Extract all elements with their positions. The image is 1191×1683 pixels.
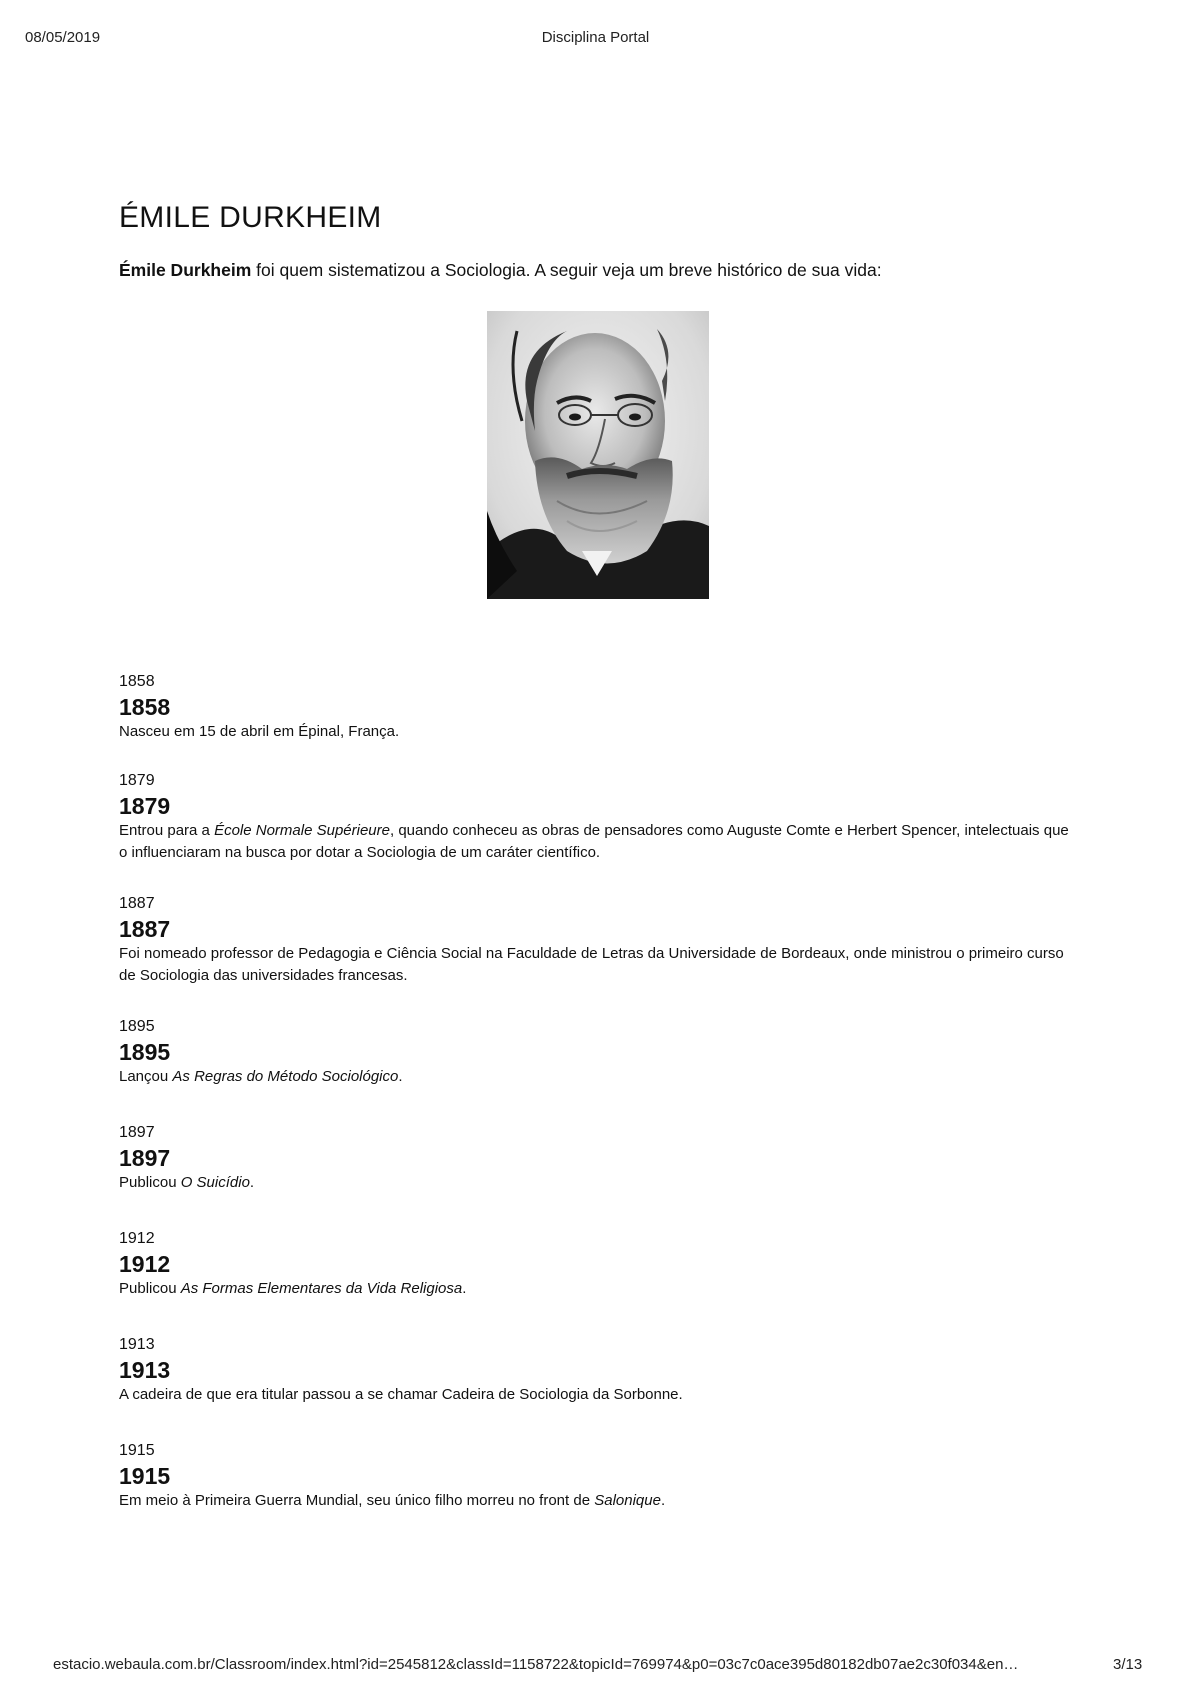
- portrait-photo: [487, 311, 709, 599]
- entry-text-part: .: [462, 1280, 467, 1297]
- entry-text-italic: Salonique: [594, 1492, 661, 1509]
- entry-year-label: 1887: [119, 895, 155, 912]
- entry-description: [119, 1278, 1079, 1300]
- entry-text-part: Lançou: [119, 1068, 173, 1085]
- timeline-entry-1912: [119, 1229, 1079, 1300]
- entry-description: [119, 1066, 1079, 1088]
- timeline-entry-1858: [119, 672, 1079, 743]
- entry-description: [119, 820, 1079, 864]
- print-footer-page-number: 3/13: [1113, 1656, 1143, 1673]
- timeline-entry-1913: [119, 1335, 1079, 1406]
- entry-description: [119, 1384, 1079, 1406]
- entry-text-part: Foi nomeado professor de Pedagogia e Ciência Social na Faculdade de Letras da Universidade de Bordeaux, onde ministrou o primeiro curso de Sociologia das universidades francesas.: [119, 945, 1064, 984]
- entry-description: [119, 721, 1079, 743]
- intro-bold-name: Émile Durkheim: [119, 260, 252, 280]
- entry-text-part: .: [398, 1068, 403, 1085]
- entry-text-part: Em meio à Primeira Guerra Mundial, seu único filho morreu no front de: [119, 1492, 595, 1509]
- entry-year-label: 1858: [119, 673, 155, 690]
- entry-description: [119, 1490, 1079, 1512]
- intro-paragraph: [119, 258, 1079, 282]
- entry-year-label: 1912: [119, 1230, 155, 1247]
- entry-text-italic: École Normale Supérieure: [214, 822, 390, 839]
- entry-year-heading: 1913: [119, 1357, 171, 1383]
- entry-year-heading: 1915: [119, 1463, 171, 1489]
- intro-text: foi quem sistematizou a Sociologia. A seguir veja um breve histórico de sua vida:: [251, 260, 882, 280]
- entry-text-italic: As Formas Elementares da Vida Religiosa: [180, 1280, 463, 1297]
- timeline-entry-1887: [119, 894, 1079, 987]
- entry-year-heading: 1887: [119, 916, 171, 942]
- entry-year-heading: 1895: [119, 1039, 171, 1065]
- print-header-title: Disciplina Portal: [541, 29, 650, 46]
- entry-text-part: Entrou para a: [119, 822, 215, 839]
- print-header-date: 08/05/2019: [25, 29, 101, 46]
- entry-text-part: Publicou: [119, 1174, 181, 1191]
- timeline-entry-1879: [119, 771, 1079, 864]
- print-footer-url: estacio.webaula.com.br/Classroom/index.html?id=2545812&classId=1158722&topicId=769974&p0=03c7c0ace395d80182db07ae2c30f034&en…: [53, 1656, 1019, 1673]
- entry-text-part: , quando conheceu as obras de pensadores como Auguste Comte e Herbert Spencer, intelectuais que o influenciaram na busca por dotar a Sociologia de um caráter científico.: [119, 822, 1069, 861]
- entry-text-part: Publicou: [119, 1280, 181, 1297]
- entry-year-label: 1913: [119, 1336, 155, 1353]
- entry-description: [119, 1172, 1079, 1194]
- entry-text-part: A cadeira de que era titular passou a se chamar Cadeira de Sociologia da Sorbonne.: [119, 1386, 683, 1403]
- timeline-entry-1895: [119, 1017, 1079, 1088]
- entry-year-label: 1915: [119, 1442, 155, 1459]
- entry-description: [119, 943, 1079, 987]
- entry-text-italic: O Suicídio: [180, 1174, 250, 1191]
- timeline-entry-1915: [119, 1441, 1079, 1512]
- entry-year-heading: 1897: [119, 1145, 171, 1171]
- portrait-photo-image: [487, 311, 709, 599]
- entry-text-part: Nasceu em 15 de abril em Épinal, França.: [119, 723, 400, 740]
- entry-year-label: 1879: [119, 772, 155, 789]
- entry-text-part: .: [660, 1492, 666, 1509]
- entry-text-part: .: [249, 1174, 255, 1191]
- timeline-entry-1897: [119, 1123, 1079, 1194]
- entry-year-label: 1897: [119, 1124, 155, 1141]
- entry-text-italic: As Regras do Método Sociológico: [172, 1068, 399, 1085]
- entry-year-label: 1895: [119, 1018, 155, 1035]
- entry-year-heading: 1912: [119, 1251, 171, 1277]
- page-title: ÉMILE DURKHEIM: [119, 201, 382, 234]
- article-content: [119, 200, 1079, 1509]
- entry-year-heading: 1879: [119, 793, 171, 819]
- entry-year-heading: 1858: [119, 694, 171, 720]
